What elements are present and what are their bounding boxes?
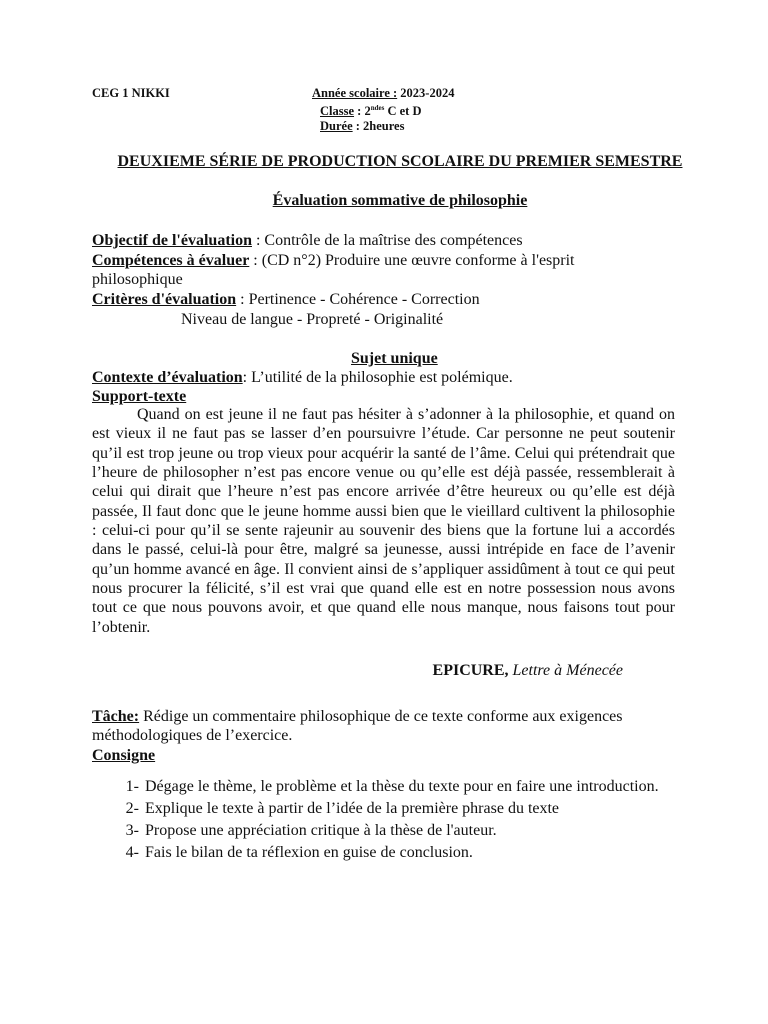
task-label: Tâche: [92,708,140,725]
duration-line [312,119,454,134]
list-item-number: 3- [125,822,139,839]
header-info [312,86,454,134]
criteria-line-2: Niveau de langue - Propreté - Originalité [181,311,444,328]
class-sep: : 2 [354,104,371,119]
list-item-number: 2- [125,800,139,817]
objective-label: Objectif de l'évaluation [92,232,252,249]
task-value: Rédige un commentaire philosophique de ce texte conforme aux exigences méthodologiques de l’exercice. [92,708,623,744]
class-value: C et D [384,104,422,119]
objective-value: : Contrôle de la maîtrise des compétences [251,232,523,249]
list-item [92,776,692,798]
context-value: : L’utilité de la philosophie est polémique. [242,369,513,386]
context-line [92,368,652,387]
objective-line [92,231,652,250]
instructions-list [92,776,692,864]
school-name: CEG 1 NIKKI [92,86,170,100]
list-item-number: 1- [125,778,139,795]
task-line [92,707,652,745]
support-label: Support-texte [92,388,187,405]
class-label: Classe [320,104,355,119]
context-label: Contexte d’évaluation [92,369,243,386]
skills-value: : (CD n°2) Produire une œuvre conforme à l'esprit philosophique [92,252,575,288]
skills-label: Compétences à évaluer [92,252,250,269]
criteria-line [92,290,652,309]
citation-author: EPICURE, [432,662,509,679]
class-line [312,101,454,119]
list-item-text: Fais le bilan de ta réflexion en guise de conclusion. [145,844,473,861]
list-item [92,820,692,842]
criteria-label: Critères d'évaluation [92,291,237,308]
support-paragraph: Quand on est jeune il ne faut pas hésiter à s’adonner à la philosophie, et quand on est vieux il ne faut pas se lasser d’en poursuivre l’étude. Car personne ne peut soutenir qu’il est trop jeune ou trop vieux pour acquérir la santé de l’âme. Celui qui prétendrait que l’heure de philosopher n’est pas encore venue ou qu’elle est déjà passée, ressemblerait à celui qui dirait que l’heure n’est pas encore arrivée d’être heureux ou qu’elle est déjà passée, Il faut donc que le jeune homme aussi bien que le vieillard cultivent la philosophie : celui-ci pour qu’il se sente rajeunir au souvenir des biens que la fortune lui a accordés dans le passé, celui-là pour être, malgré sa jeunesse, aussi intrépide en face de l’avenir qu’un homme avancé en âge. Il convient ainsi de s’appliquer assidûment à tout ce qui peut nous procurer la félicité, s’il est vrai que quand elle est en notre possession nous avons tout ce que nous pouvons avoir, et que quand elle nous manque, nous faisons tout pour l’obtenir. [92,406,675,636]
instructions-label: Consigne [92,747,156,764]
page-title: DEUXIEME SÉRIE DE PRODUCTION SCOLAIRE DU PREMIER SEMESTRE [117,153,683,170]
list-item-number: 4- [125,844,139,861]
citation [92,662,623,680]
page-subtitle: Évaluation sommative de philosophie [272,192,528,209]
school-year-value: 2023-2024 [400,86,455,100]
subject-heading: Sujet unique [351,350,438,367]
list-item-text: Propose une appréciation critique à la thèse de l'auteur. [145,822,497,839]
list-item-text: Dégage le thème, le problème et la thèse du texte pour en faire une introduction. [145,778,659,795]
list-item-text: Explique le texte à partir de l’idée de la première phrase du texte [145,800,560,817]
school-year-label: Année scolaire : [312,86,398,100]
list-item [92,798,692,820]
duration-value: : 2heures [352,119,405,134]
school-year [312,86,454,101]
list-item [92,842,692,864]
duration-label: Durée [320,119,353,134]
criteria-value: : Pertinence - Cohérence - Correction [236,291,480,308]
support-text [92,405,675,637]
class-sup: ndes [370,104,385,112]
skills-line [92,251,652,289]
citation-work: Lettre à Ménecée [512,662,623,679]
